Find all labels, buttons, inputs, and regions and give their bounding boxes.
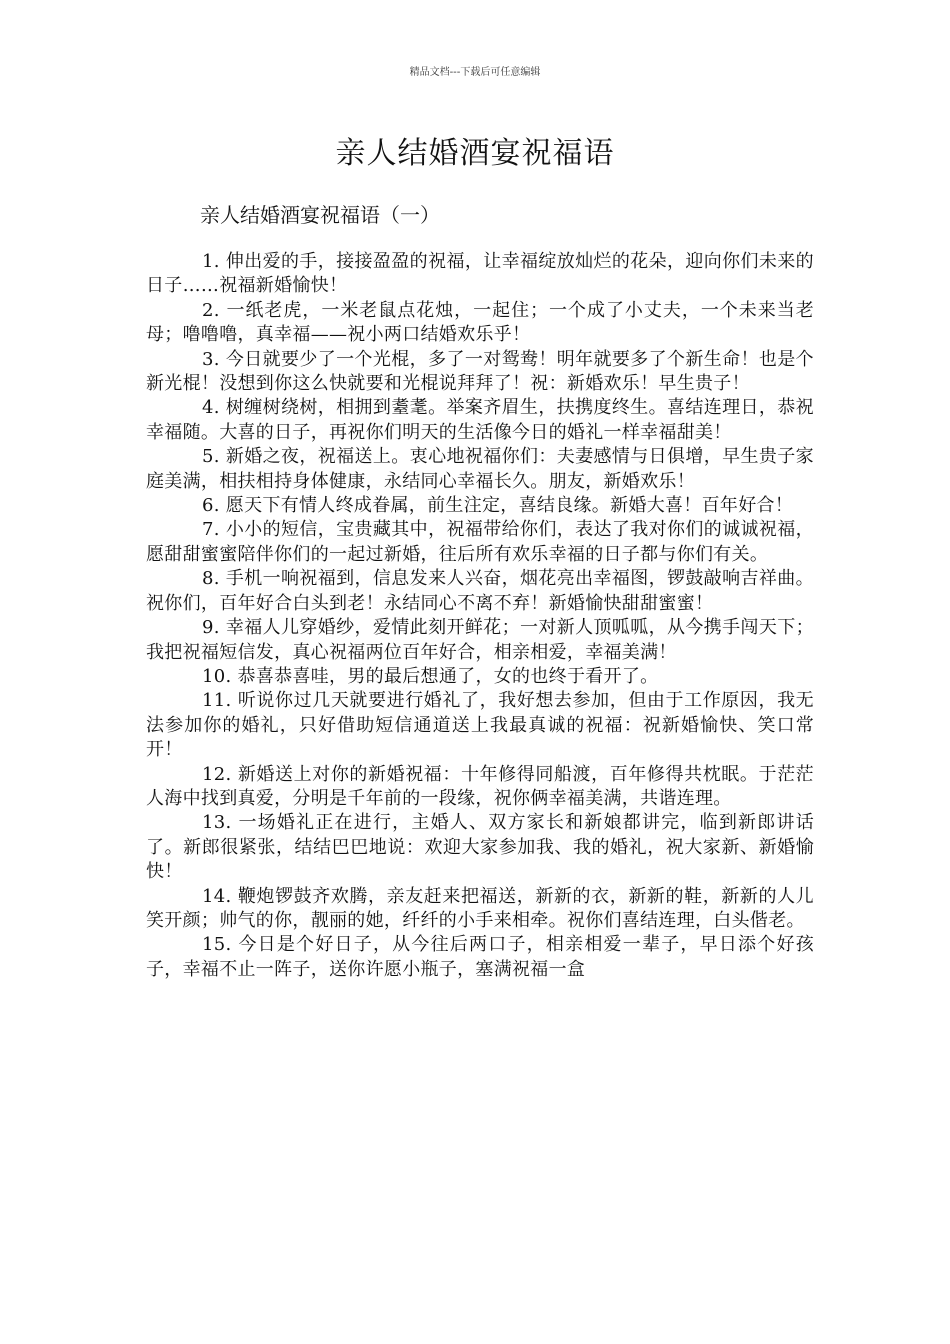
document-body — [146, 250, 814, 982]
paragraph: 5. 新婚之夜，祝福送上。衷心地祝福你们：夫妻感情与日俱增，早生贵子家庭美满，相扶相持身体健康，永结同心幸福长久。朋友，新婚欢乐！ — [146, 446, 814, 492]
paragraph: 6. 愿天下有情人终成眷属，前生注定，喜结良缘。新婚大喜！百年好合！ — [202, 495, 794, 517]
paragraph: 2. 一纸老虎，一米老鼠点花烛，一起住；一个成了小丈夫，一个未来当老母；噜噜噜，真幸福——祝小两口结婚欢乐乎！ — [146, 299, 814, 346]
paragraph: 1. 伸出爱的手，接接盈盈的祝福，让幸福绽放灿烂的花朵，迎向你们未来的日子……祝福新婚愉快！ — [146, 251, 814, 297]
paragraph: 15. 今日是个好日子，从今往后两口子，相亲相爱一辈子，早日添个好孩子，幸福不止一阵子，送你许愿小瓶子，塞满祝福一盒 — [146, 934, 814, 980]
header-note: 精品文档---下载后可任意编辑 — [409, 67, 541, 78]
paragraph: 11. 听说你过几天就要进行婚礼了，我好想去参加，但由于工作原因，我无法参加你的婚礼，只好借助短信通道送上我最真诚的祝福：祝新婚愉快、笑口常开！ — [146, 690, 814, 761]
paragraph: 12. 新婚送上对你的新婚祝福：十年修得同船渡，百年修得共枕眠。于茫茫人海中找到真爱，分明是千年前的一段缘，祝你俩幸福美满，共谐连理。 — [146, 763, 814, 809]
paragraph: 3. 今日就要少了一个光棍，多了一对鸳鸯！明年就要多了个新生命！也是个新光棍！没想到你这么快就要和光棍说拜拜了！祝：新婚欢乐！早生贵子！ — [146, 348, 814, 395]
paragraph: 4. 树缠树绕树，相拥到耋耄。举案齐眉生，扶携度终生。喜结连理日，恭祝幸福随。大喜的日子，再祝你们明天的生活像今日的婚礼一样幸福甜美！ — [146, 397, 814, 443]
paragraph: 14. 鞭炮锣鼓齐欢腾，亲友赶来把福送，新新的衣，新新的鞋，新新的人儿笑开颜；帅气的你，靓丽的她，纤纤的小手来相牵。祝你们喜结连理，白头偕老。 — [146, 885, 814, 931]
paragraph: 7. 小小的短信，宝贵藏其中，祝福带给你们，表达了我对你们的诚诚祝福，愿甜甜蜜蜜陪伴你们的一起过新婚，往后所有欢乐幸福的日子都与你们有关。 — [146, 519, 814, 565]
paragraph: 8. 手机一响祝福到，信息发来人兴奋，烟花亮出幸福图，锣鼓敲响吉祥曲。祝你们，百年好合白头到老！永结同心不离不弃！新婚愉快甜甜蜜蜜！ — [146, 568, 814, 614]
section-subtitle: 亲人结婚酒宴祝福语（一） — [200, 203, 440, 227]
paragraph: 13. 一场婚礼正在进行，主婚人、双方家长和新娘都讲完，临到新郎讲话了。新郎很紧张，结结巴巴地说：欢迎大家参加我、我的婚礼，祝大家新、新婚愉快！ — [146, 812, 814, 883]
document-title: 亲人结婚酒宴祝福语 — [335, 136, 615, 171]
paragraph: 10. 恭喜恭喜哇，男的最后想通了，女的也终于看开了。 — [202, 665, 659, 687]
paragraph: 9. 幸福人儿穿婚纱，爱情此刻开鲜花；一对新人顶呱呱，从今携手闯天下；我把祝福短信发，真心祝福两位百年好合，相亲相爱，幸福美满！ — [146, 617, 814, 663]
